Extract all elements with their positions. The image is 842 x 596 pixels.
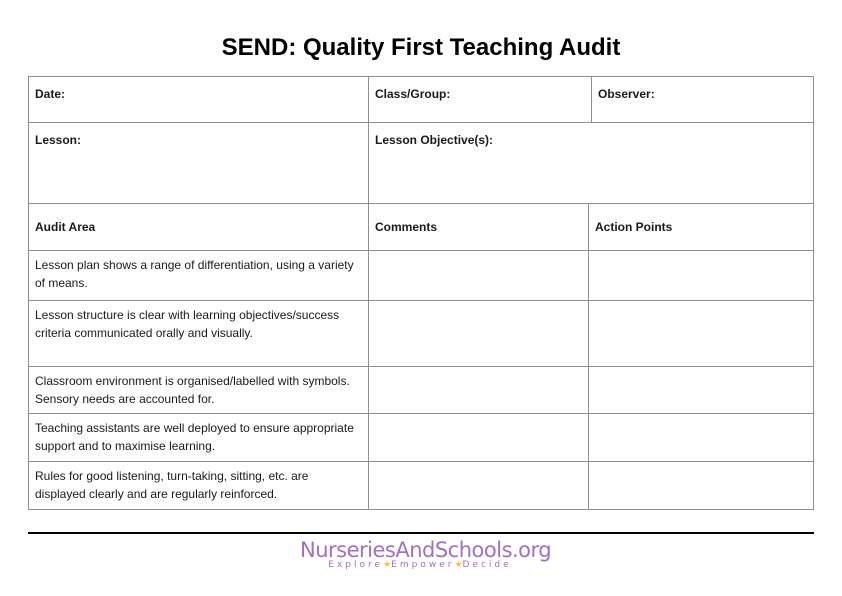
star-icon: ★ [454,560,463,570]
page-title: SEND: Quality First Teaching Audit [221,34,621,61]
lesson-objective-field[interactable] [369,123,813,204]
date-label: Date: [35,87,66,101]
comments-cell[interactable] [369,462,589,509]
nurseries-and-schools-logo [300,538,552,570]
action-points-cell[interactable] [589,414,813,462]
date-field[interactable] [29,77,369,123]
audit-area-cell: Rules for good listening, turn-taking, sitting, etc. are displayed clearly and are regularly reinforced. [29,462,369,509]
audit-area-cell: Lesson structure is clear with learning objectives/success criteria communicated orally and visually. [29,301,369,367]
tagline-decide: Decide [462,560,512,570]
action-points-cell[interactable] [589,367,813,414]
audit-form [28,76,814,510]
observer-field[interactable] [592,77,813,123]
audit-area-cell: Teaching assistants are well deployed to ensure appropriate support and to maximise learning. [29,414,369,462]
class-group-field[interactable] [369,77,592,123]
footer-divider [28,532,814,534]
header-comments: Comments [369,204,589,251]
logo-wordmark: NurseriesAndSchools.org [300,538,552,562]
comments-cell[interactable] [369,367,589,414]
lesson-objective-label: Lesson Objective(s): [375,133,494,147]
lesson-field[interactable] [29,123,369,204]
comments-cell[interactable] [369,301,589,367]
lesson-label: Lesson: [35,133,82,147]
audit-area-cell: Lesson plan shows a range of differentiation, using a variety of means. [29,251,369,301]
class-group-label: Class/Group: [375,87,451,101]
logo-tagline [300,560,540,570]
comments-cell[interactable] [369,414,589,462]
action-points-cell[interactable] [589,301,813,367]
comments-cell[interactable] [369,251,589,301]
header-action-points: Action Points [589,204,813,251]
action-points-cell[interactable] [589,462,813,509]
action-points-cell[interactable] [589,251,813,301]
tagline-explore: Explore [328,560,384,570]
star-icon: ★ [383,560,392,570]
header-audit-area: Audit Area [29,204,369,251]
observer-label: Observer: [598,87,655,101]
audit-area-cell: Classroom environment is organised/labelled with symbols. Sensory needs are accounted for. [29,367,369,414]
tagline-empower: Empower [391,560,455,570]
